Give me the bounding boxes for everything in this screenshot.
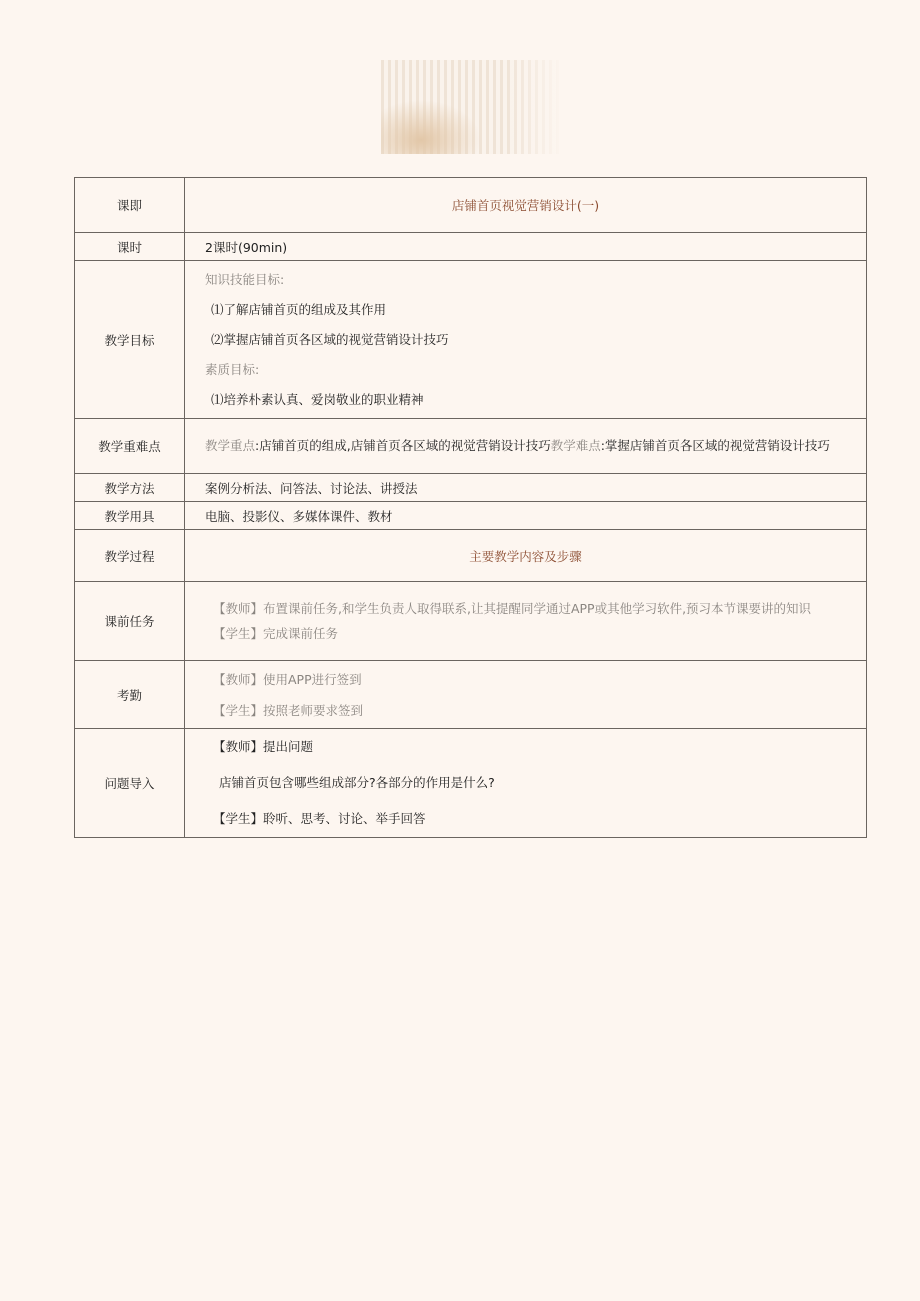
methods-label: 教学方法 bbox=[75, 474, 185, 502]
tools-value: 电脑、投影仪、多媒体课件、教材 bbox=[185, 502, 867, 530]
pre-class-content bbox=[185, 582, 867, 661]
table-row bbox=[75, 530, 867, 582]
hours-value: 2课时(90min) bbox=[185, 233, 867, 261]
lesson-plan-table bbox=[74, 177, 867, 838]
attendance-content bbox=[185, 661, 867, 729]
hours-label: 课时 bbox=[75, 233, 185, 261]
table-row bbox=[75, 502, 867, 530]
pre-class-teacher: 【教师】布置课前任务,和学生负责人取得联系,让其提醒同学通过APP或其他学习软件,预习本节课要讲的知识 bbox=[213, 601, 812, 616]
knowledge-item: ⑴了解店铺首页的组成及其作用 bbox=[211, 301, 387, 317]
intro-label: 问题导入 bbox=[75, 729, 185, 838]
process-title: 主要教学内容及步骤 bbox=[185, 530, 867, 582]
attendance-student: 【学生】按照老师要求签到 bbox=[213, 702, 364, 718]
wave-logo-icon bbox=[381, 60, 559, 154]
knowledge-heading: 知识技能目标: bbox=[205, 271, 285, 287]
intro-question: 店铺首页包含哪些组成部分?各部分的作用是什么? bbox=[219, 775, 495, 790]
knowledge-item: ⑵掌握店铺首页各区域的视觉营销设计技巧 bbox=[211, 331, 449, 347]
pre-class-student: 【学生】完成课前任务 bbox=[213, 626, 339, 641]
intro-content bbox=[185, 729, 867, 838]
process-label: 教学过程 bbox=[75, 530, 185, 582]
difficult-text: :掌握店铺首页各区域的视觉营销设计技巧 bbox=[600, 438, 830, 453]
key-text: :店铺首页的组成,店铺首页各区域的视觉营销设计技巧 bbox=[255, 438, 551, 453]
table-row bbox=[75, 178, 867, 233]
attendance-teacher: 【教师】使用APP进行签到 bbox=[213, 671, 362, 687]
lesson-title: 店铺首页视觉营销设计(一) bbox=[185, 178, 867, 233]
table-row bbox=[75, 233, 867, 261]
tools-label: 教学用具 bbox=[75, 502, 185, 530]
table-row bbox=[75, 474, 867, 502]
attendance-label: 考勤 bbox=[75, 661, 185, 729]
table-row bbox=[75, 729, 867, 838]
intro-student: 【学生】聆听、思考、讨论、举手回答 bbox=[213, 811, 426, 826]
table-row bbox=[75, 261, 867, 419]
topic-label: 课即 bbox=[75, 178, 185, 233]
table-row bbox=[75, 661, 867, 729]
key-heading: 教学重点 bbox=[205, 438, 256, 453]
objectives-label: 教学目标 bbox=[75, 261, 185, 419]
intro-teacher: 【教师】提出问题 bbox=[213, 739, 314, 754]
key-points-content bbox=[185, 419, 867, 474]
table-row bbox=[75, 582, 867, 661]
pre-class-label: 课前任务 bbox=[75, 582, 185, 661]
quality-item: ⑴培养朴素认真、爱岗敬业的职业精神 bbox=[211, 391, 424, 407]
methods-value: 案例分析法、问答法、讨论法、讲授法 bbox=[185, 474, 867, 502]
quality-heading: 素质目标: bbox=[205, 361, 260, 377]
objectives-content bbox=[185, 261, 867, 419]
difficult-heading: 教学难点 bbox=[550, 438, 601, 453]
key-points-label: 教学重难点 bbox=[75, 419, 185, 474]
table-row bbox=[75, 419, 867, 474]
